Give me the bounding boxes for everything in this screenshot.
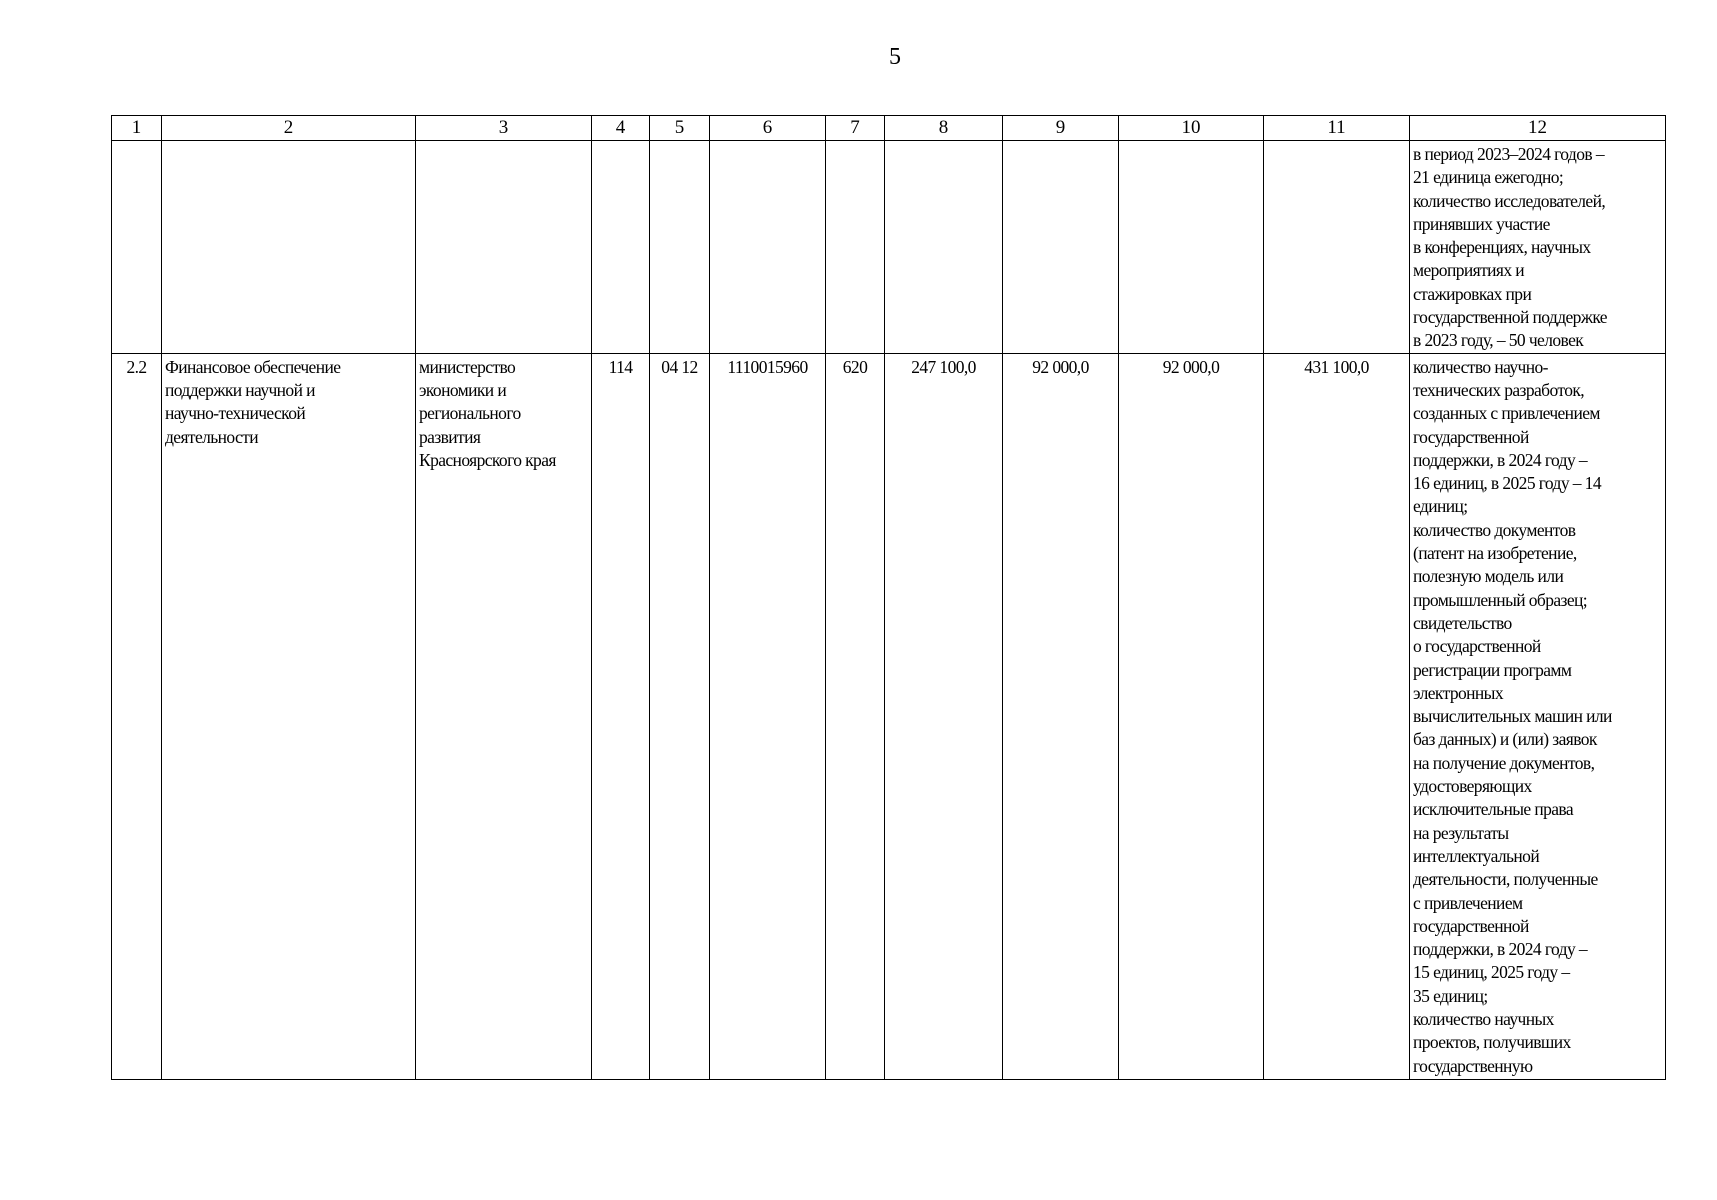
cell-rzpr: 04 12	[650, 353, 710, 1079]
cell-amount-3: 92 000,0	[1119, 353, 1264, 1079]
column-header: 11	[1264, 116, 1410, 141]
cell-activity-name	[162, 141, 416, 354]
header-row	[112, 116, 1666, 141]
cell-grbs	[592, 141, 650, 354]
column-header: 9	[1003, 116, 1119, 141]
cell-amount-1	[885, 141, 1003, 354]
column-header: 2	[162, 116, 416, 141]
cell-csr: 1110015960	[710, 353, 826, 1079]
cell-activity-name: Финансовое обеспечение поддержки научной и научно-технической деятельности	[162, 353, 416, 1079]
cell-amount-total	[1264, 141, 1410, 354]
cell-amount-3	[1119, 141, 1264, 354]
cell-amount-1: 247 100,0	[885, 353, 1003, 1079]
column-header: 6	[710, 116, 826, 141]
cell-amount-total: 431 100,0	[1264, 353, 1410, 1079]
cell-expected-result: в период 2023–2024 годов – 21 единица ежегодно; количество исследователей, принявших участие в конференциях, научных мероприятиях и стажировках при государственной поддержке в 2023 году, – 50 человек	[1410, 141, 1666, 354]
cell-number: 2.2	[112, 353, 162, 1079]
cell-csr	[710, 141, 826, 354]
column-header: 12	[1410, 116, 1666, 141]
column-header: 5	[650, 116, 710, 141]
cell-responsible: министерство экономики и регионального развития Красноярского края	[416, 353, 592, 1079]
cell-number	[112, 141, 162, 354]
cell-responsible	[416, 141, 592, 354]
cell-vr	[826, 141, 885, 354]
page-number: 5	[889, 44, 901, 70]
column-header: 10	[1119, 116, 1264, 141]
table-row	[112, 353, 1666, 1079]
column-header: 1	[112, 116, 162, 141]
budget-table	[111, 115, 1666, 1080]
cell-rzpr	[650, 141, 710, 354]
table-row-continuation	[112, 141, 1666, 354]
cell-expected-result: количество научно- технических разработок, созданных с привлечением государственной поддержки, в 2024 году – 16 единиц, в 2025 году – 14 единиц; количество документов (патент на изобретение, полезную модель или промышленный образец; свидетельство о государственной регистрации программ электронных вычислительных машин или баз данных) и (или) заявок на получение документов, удостоверяющих исключительные права на результаты интеллектуальной деятельности, полученные с привлечением государственной поддержки, в 2024 году – 15 единиц, 2025 году – 35 единиц; количество научных проектов, получивших государственную	[1410, 353, 1666, 1079]
column-header: 7	[826, 116, 885, 141]
cell-amount-2	[1003, 141, 1119, 354]
column-header: 8	[885, 116, 1003, 141]
cell-grbs: 114	[592, 353, 650, 1079]
cell-vr: 620	[826, 353, 885, 1079]
cell-amount-2: 92 000,0	[1003, 353, 1119, 1079]
column-header: 3	[416, 116, 592, 141]
column-header: 4	[592, 116, 650, 141]
